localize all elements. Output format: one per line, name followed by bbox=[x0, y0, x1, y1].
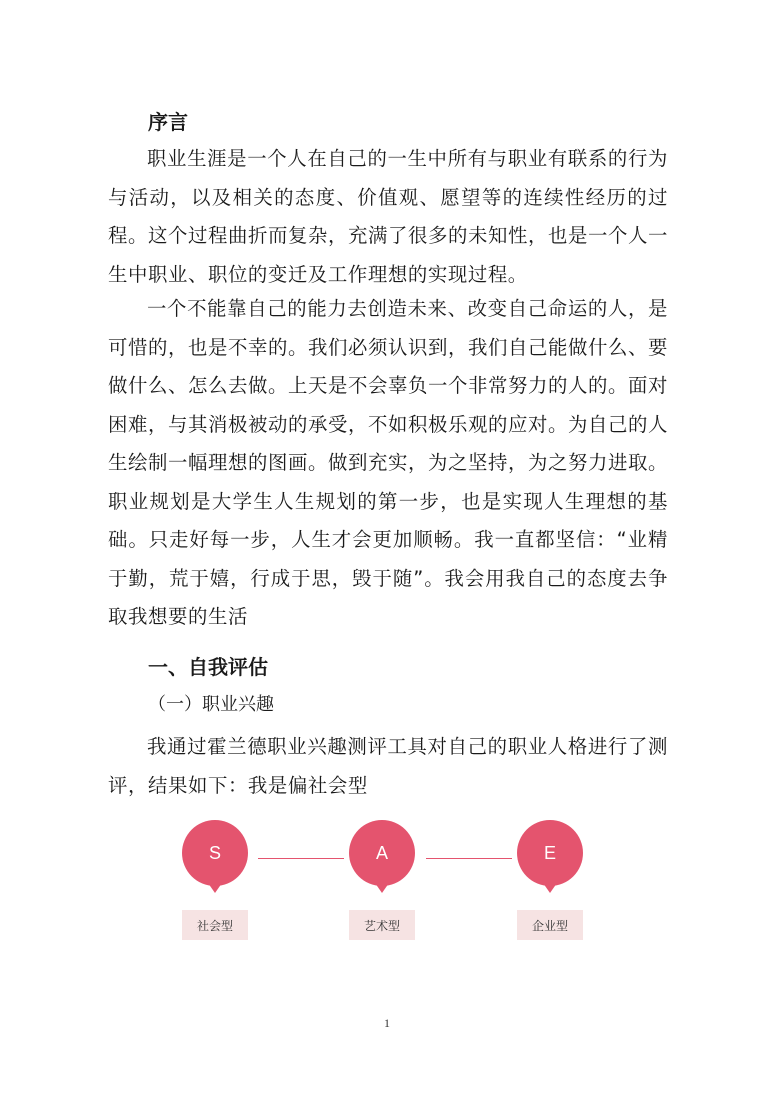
assessment-paragraph: 我通过霍兰德职业兴趣测评工具对自己的职业人格进行了测评，结果如下：我是偏社会型 bbox=[108, 735, 668, 797]
holland-node-s bbox=[180, 820, 250, 933]
holland-circle: E bbox=[517, 820, 583, 886]
holland-circle: S bbox=[182, 820, 248, 886]
holland-label: 艺术型 bbox=[349, 910, 415, 940]
preface-heading: 序言 bbox=[148, 110, 188, 134]
connector-line bbox=[258, 858, 344, 859]
holland-node-e bbox=[515, 820, 585, 933]
preface-paragraph-2: 一个不能靠自己的能力去创造未来、改变自己命运的人，是可惜的，也是不幸的。我们必须认识到，我们自己能做什么、要做什么、怎么去做。上天是不会辜负一个非常努力的人的。面对困难，与其消极被动的承受，不如积极乐观的应对。为自己的人生绘制一幅理想的图画。做到充实，为之坚持，为之努力进取。职业规划是大学生人生规划的第一步，也是实现人生理想的基础。只走好每一步，人生才会更加顺畅。我一直都坚信：“业精于勤，荒于嬉，行成于思，毁于随”。我会用我自己的态度去争取我想要的生活 bbox=[108, 297, 668, 628]
holland-label: 社会型 bbox=[182, 910, 248, 940]
page-number: 1 bbox=[384, 1016, 390, 1030]
holland-circle: A bbox=[349, 820, 415, 886]
holland-code-diagram bbox=[160, 820, 600, 950]
pointer-triangle-icon bbox=[208, 883, 222, 893]
pointer-triangle-icon bbox=[375, 883, 389, 893]
connector-line bbox=[426, 858, 512, 859]
holland-node-a bbox=[347, 820, 417, 933]
preface-paragraph-1: 职业生涯是一个人在自己的一生中所有与职业有联系的行为与活动，以及相关的态度、价值观、愿望等的连续性经历的过程。这个过程曲折而复杂，充满了很多的未知性，也是一个人一生中职业、职位的变迁及工作理想的实现过程。 bbox=[108, 147, 668, 286]
pointer-triangle-icon bbox=[543, 883, 557, 893]
section-heading-self-assessment: 一、自我评估 bbox=[148, 655, 268, 679]
holland-label: 企业型 bbox=[517, 910, 583, 940]
subsection-heading-career-interest: （一）职业兴趣 bbox=[148, 694, 274, 715]
